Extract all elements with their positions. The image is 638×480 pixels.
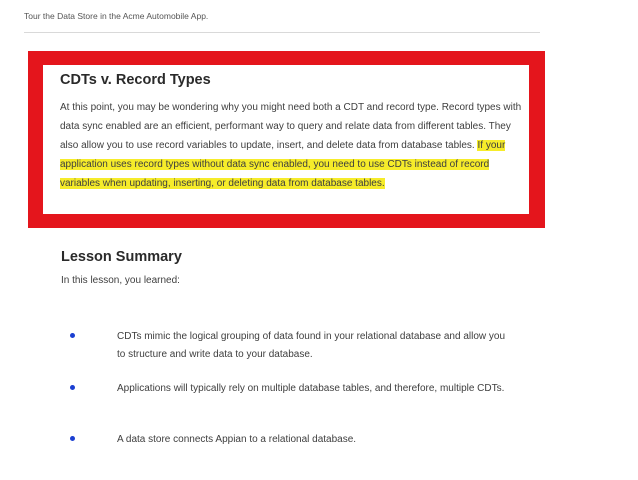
lesson-summary-intro: In this lesson, you learned: (61, 275, 180, 286)
tour-data-store-link[interactable]: Tour the Data Store in the Acme Automobile App. (24, 11, 209, 21)
bullet-icon (70, 333, 75, 338)
lesson-summary-heading: Lesson Summary (61, 249, 182, 265)
list-item-text: A data store connects Appian to a relational database. (117, 434, 357, 445)
bullet-icon (70, 436, 75, 441)
callout-title: CDTs v. Record Types (60, 72, 211, 88)
bullet-icon (70, 385, 75, 390)
highlight-frame (28, 51, 545, 228)
list-item-text: Applications will typically rely on multiple database tables, and therefore, multiple CDTs. (117, 383, 505, 394)
callout-box (43, 65, 529, 214)
list-item-text: CDTs mimic the logical grouping of data found in your relational database and allow you to structure and write data to your database. (117, 331, 506, 360)
callout-body (60, 98, 526, 193)
header-divider (24, 32, 540, 33)
callout-highlighted-text: If your application uses record types without data sync enabled, you need to use CDTs instead of record variables when updating, inserting, or deleting data from database tables. (60, 140, 506, 189)
callout-body-text: At this point, you may be wondering why you might need both a CDT and record type. Record types with data sync enabled are an efficient, performant way to query and relate data from different tables. They also allow you to use record variables to update, insert, and delete data from database tables. (60, 102, 522, 151)
